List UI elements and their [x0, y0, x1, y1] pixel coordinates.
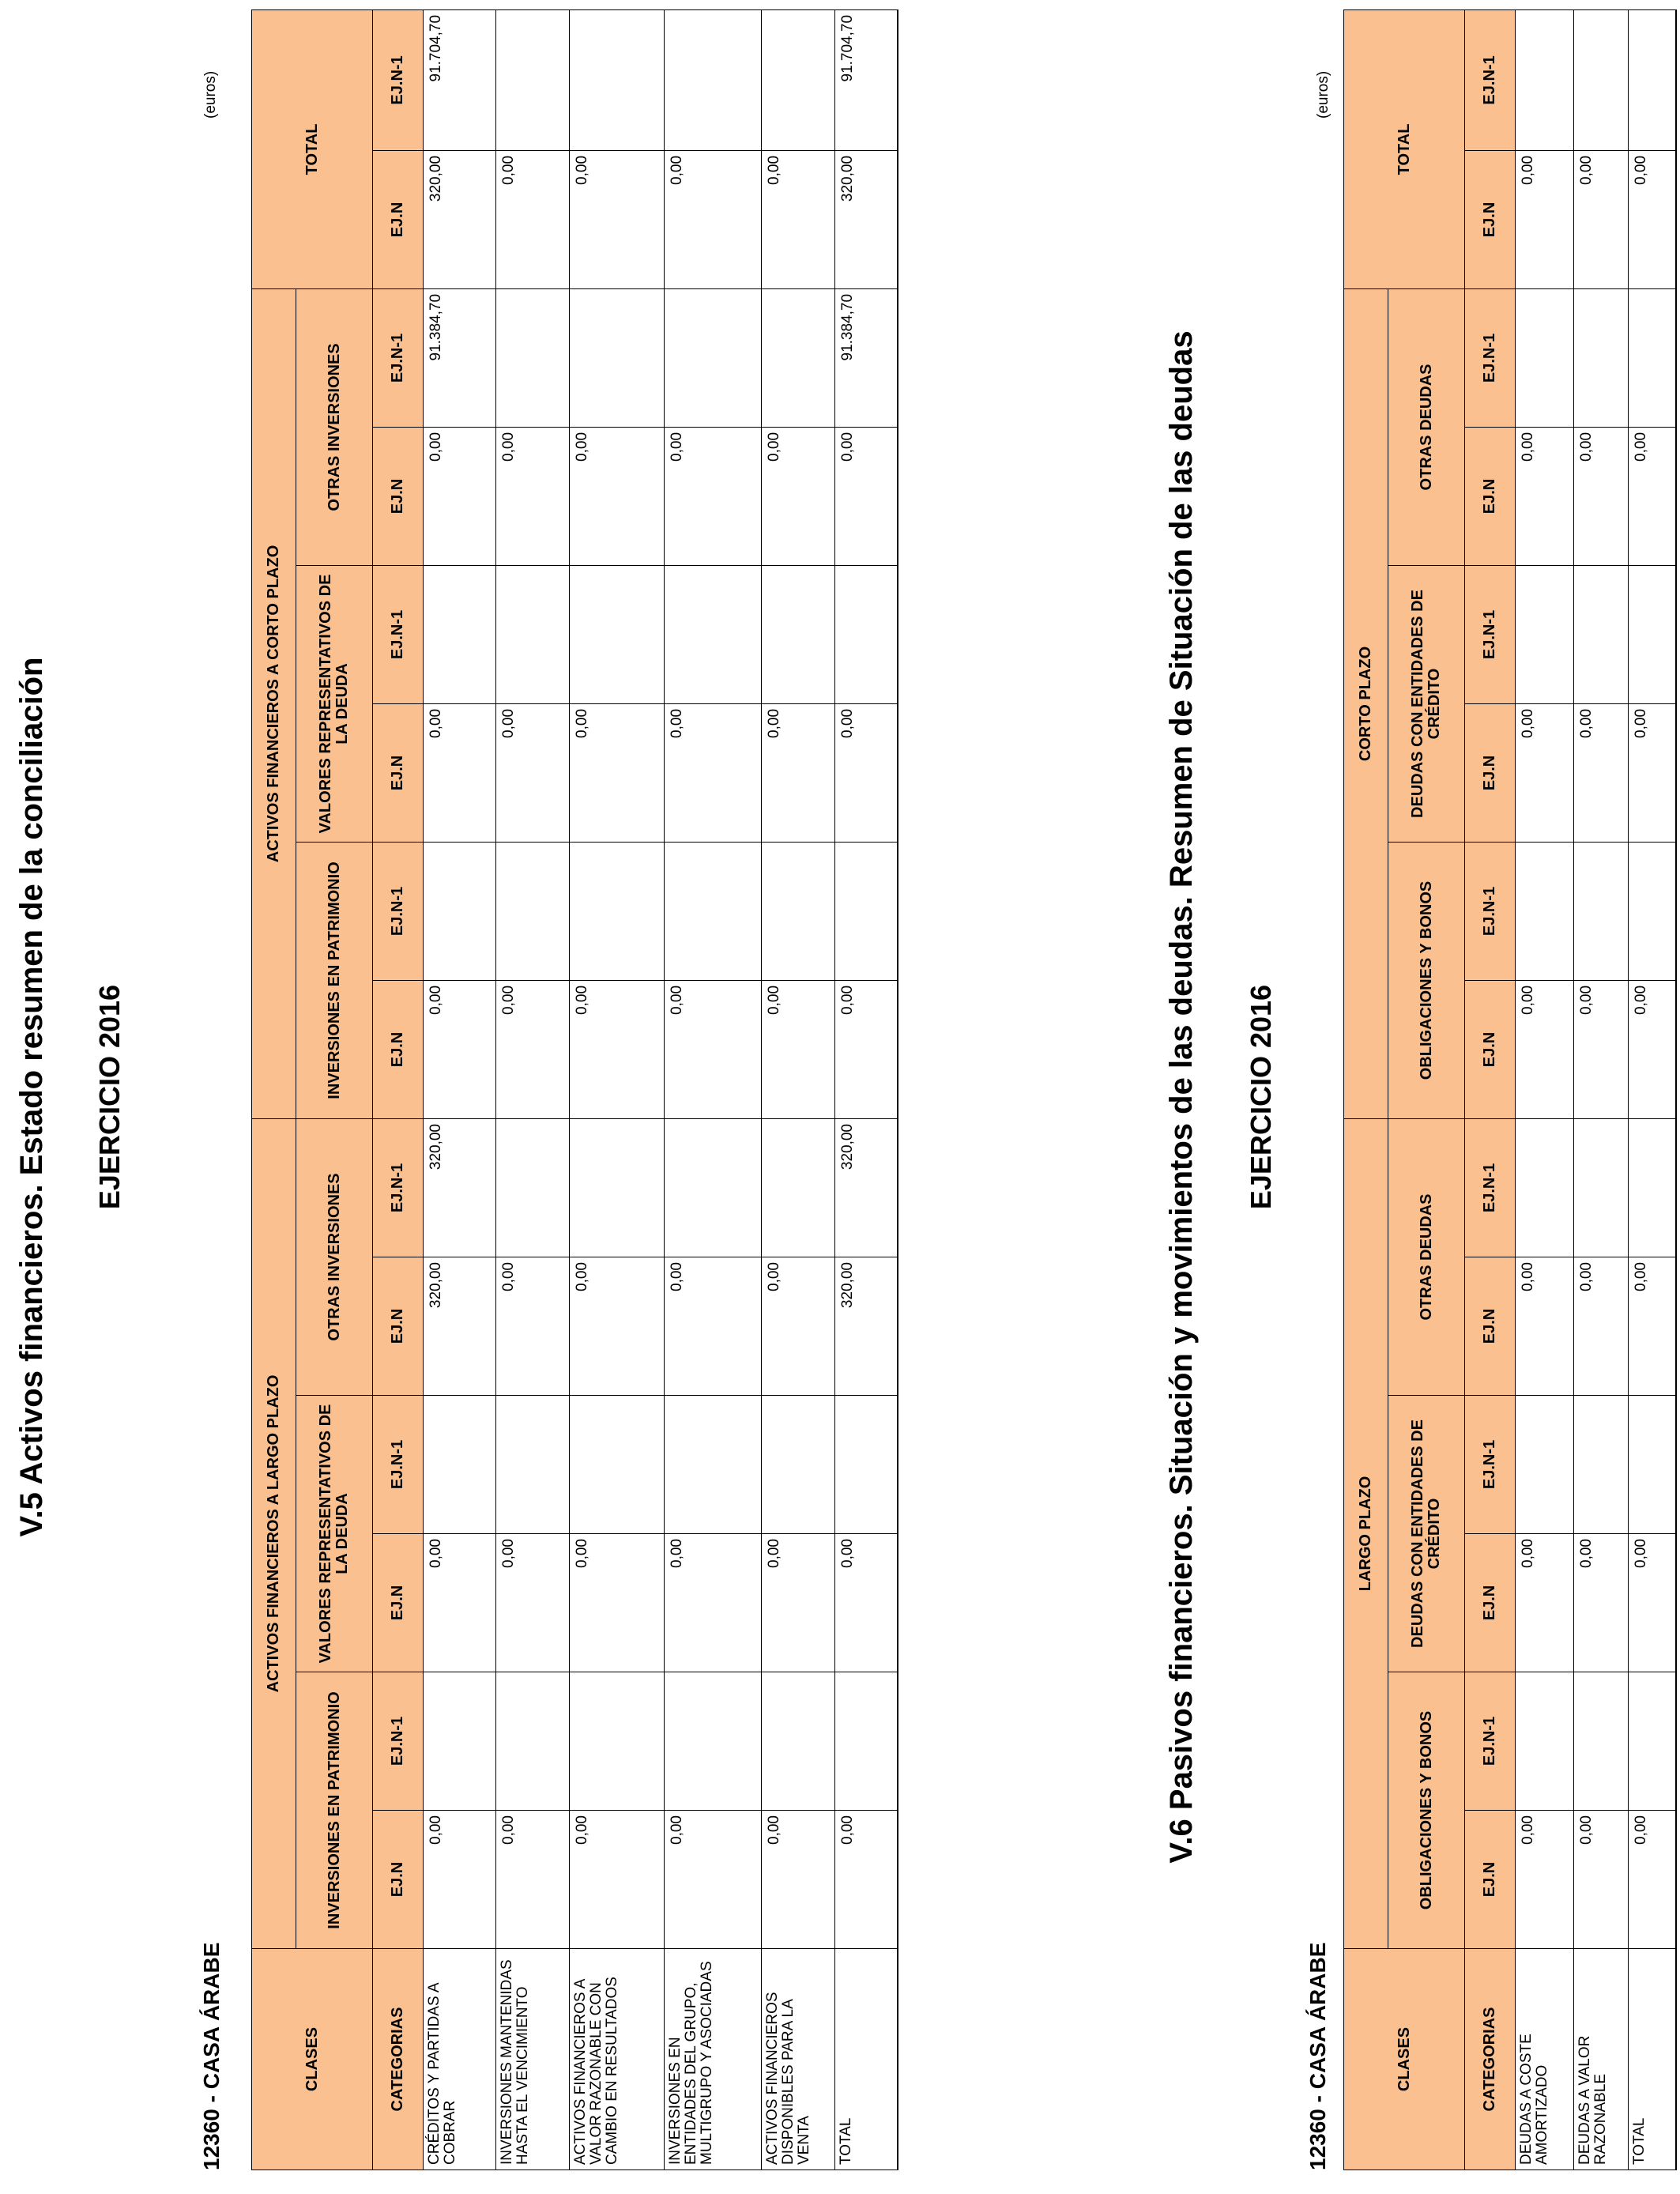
t1-header-g3: OTRAS INVERSIONES	[296, 288, 373, 565]
t1-title: V.5 Activos financieros. Estado resumen de la conciliación	[14, 657, 49, 1537]
value-cell: 0,00	[1574, 1534, 1629, 1672]
t2-entity: 12360 - CASA ÁRABE	[1305, 1942, 1330, 2170]
t2-header-ejn1: EJ.N-1	[1465, 9, 1516, 150]
value-cell: 0,00	[496, 703, 570, 842]
t1-header-ejn1: EJ.N-1	[373, 565, 424, 703]
value-cell: 0,00	[1574, 703, 1629, 842]
t2-header-ejn: EJ.N	[1465, 980, 1516, 1118]
value-cell: 0,00	[835, 1811, 898, 1949]
value-cell: 0,00	[1574, 1257, 1629, 1396]
value-cell: 0,00	[665, 427, 762, 565]
t1-table	[251, 9, 898, 2170]
value-cell: 0,00	[665, 150, 762, 288]
value-cell	[1629, 565, 1676, 703]
value-cell	[762, 1672, 835, 1811]
value-cell: 0,00	[1629, 1257, 1676, 1396]
value-cell: 320,00	[424, 150, 496, 288]
value-cell: 320,00	[835, 1118, 898, 1257]
value-cell: 0,00	[570, 1257, 665, 1396]
table-row	[762, 9, 835, 2169]
value-cell	[762, 1396, 835, 1534]
value-cell: 0,00	[424, 427, 496, 565]
table-row	[1516, 9, 1574, 2169]
value-cell	[496, 565, 570, 703]
t2-header-g3: OTRAS DEUDAS	[1388, 1118, 1465, 1395]
value-cell	[665, 842, 762, 980]
row-category: ACTIVOS FINANCIEROS A VALOR RAZONABLE CON CAMBIO EN RESULTADOS	[570, 1949, 665, 2170]
table-row	[665, 9, 762, 2169]
value-cell: 0,00	[835, 427, 898, 565]
value-cell	[665, 1396, 762, 1534]
value-cell	[835, 842, 898, 980]
value-cell	[496, 1672, 570, 1811]
value-cell: 0,00	[1629, 1534, 1676, 1672]
value-cell	[1574, 1672, 1629, 1811]
value-cell: 0,00	[1516, 150, 1574, 288]
value-cell: 0,00	[496, 1534, 570, 1672]
t2-header-total: TOTAL	[1344, 9, 1465, 288]
value-cell: 0,00	[424, 703, 496, 842]
value-cell	[1516, 1118, 1574, 1257]
value-cell: 0,00	[496, 150, 570, 288]
value-cell: 0,00	[665, 1534, 762, 1672]
t1-header-ejn1: EJ.N-1	[373, 1672, 424, 1811]
value-cell: 0,00	[1629, 427, 1676, 565]
t1-header-g2: VALORES REPRESENTATIVOS DE LA DEUDA	[296, 1396, 373, 1672]
value-cell	[1574, 842, 1629, 980]
value-cell: 0,00	[1629, 150, 1676, 288]
t1-header-total: TOTAL	[252, 9, 373, 288]
row-category: INVERSIONES MANTENIDAS HASTA EL VENCIMIENTO	[496, 1949, 570, 2170]
t2-header-ejn: EJ.N	[1465, 1257, 1516, 1396]
value-cell: 0,00	[1516, 427, 1574, 565]
t1-header-ejn1: EJ.N-1	[373, 288, 424, 427]
value-cell	[1516, 842, 1574, 980]
value-cell: 0,00	[570, 703, 665, 842]
value-cell	[1574, 1118, 1629, 1257]
t1-header-ejn: EJ.N	[373, 703, 424, 842]
value-cell: 320,00	[835, 1257, 898, 1396]
value-cell	[1629, 1672, 1676, 1811]
value-cell	[1574, 288, 1629, 427]
value-cell	[1516, 1396, 1574, 1534]
value-cell	[570, 1396, 665, 1534]
t2-header-ejn1: EJ.N-1	[1465, 1396, 1516, 1534]
t1-header-ejn1: EJ.N-1	[373, 1396, 424, 1534]
t2-ejercicio: EJERCICIO 2016	[1245, 984, 1277, 1210]
value-cell	[835, 1396, 898, 1534]
t1-header-corto: ACTIVOS FINANCIEROS A CORTO PLAZO	[252, 288, 296, 1118]
value-cell	[762, 565, 835, 703]
value-cell	[665, 565, 762, 703]
value-cell	[665, 288, 762, 427]
value-cell	[570, 1118, 665, 1257]
value-cell: 0,00	[665, 703, 762, 842]
table-row	[496, 9, 570, 2169]
value-cell: 91.704,70	[424, 9, 496, 150]
t2-header-ejn: EJ.N	[1465, 150, 1516, 288]
value-cell: 0,00	[762, 1534, 835, 1672]
t2-header-ejn: EJ.N	[1465, 427, 1516, 565]
value-cell: 0,00	[762, 703, 835, 842]
value-cell	[1516, 288, 1574, 427]
value-cell: 0,00	[1516, 980, 1574, 1118]
value-cell: 0,00	[762, 150, 835, 288]
value-cell: 320,00	[424, 1257, 496, 1396]
value-cell	[496, 1396, 570, 1534]
t2-header-g3: OTRAS DEUDAS	[1388, 288, 1465, 565]
value-cell: 0,00	[570, 150, 665, 288]
value-cell	[835, 1672, 898, 1811]
t2-header-g1: OBLIGACIONES Y BONOS	[1388, 1672, 1465, 1949]
value-cell	[1629, 9, 1676, 150]
t1-header-largo: ACTIVOS FINANCIEROS A LARGO PLAZO	[252, 1118, 296, 1948]
value-cell: 0,00	[1629, 1811, 1676, 1949]
value-cell	[570, 288, 665, 427]
value-cell: 0,00	[496, 1811, 570, 1949]
value-cell: 0,00	[1574, 427, 1629, 565]
row-category: TOTAL	[1629, 1949, 1676, 2170]
t1-header-ejn: EJ.N	[373, 980, 424, 1118]
value-cell	[1516, 9, 1574, 150]
t2-header-ejn: EJ.N	[1465, 703, 1516, 842]
t1-units: (euros)	[202, 70, 219, 119]
value-cell: 0,00	[1516, 1534, 1574, 1672]
value-cell	[1629, 1396, 1676, 1534]
row-category: CRÉDITOS Y PARTIDAS A COBRAR	[424, 1949, 496, 2170]
value-cell	[1574, 565, 1629, 703]
t2-header-ejn: EJ.N	[1465, 1811, 1516, 1949]
value-cell: 0,00	[1574, 1811, 1629, 1949]
t2-header-g2: DEUDAS CON ENTIDADES DE CRÉDITO	[1388, 1396, 1465, 1672]
t2-header-largo: LARGO PLAZO	[1344, 1118, 1388, 1948]
value-cell: 320,00	[835, 150, 898, 288]
t1-header-g3: OTRAS INVERSIONES	[296, 1118, 373, 1395]
t1-header-ejn: EJ.N	[373, 1257, 424, 1396]
t1-header-ejn1: EJ.N-1	[373, 1118, 424, 1257]
t1-header-categorias: CATEGORIAS	[373, 1949, 424, 2170]
value-cell: 0,00	[1574, 150, 1629, 288]
value-cell: 0,00	[570, 1811, 665, 1949]
value-cell: 0,00	[1574, 980, 1629, 1118]
t2-header-ejn1: EJ.N-1	[1465, 842, 1516, 980]
value-cell: 0,00	[1629, 703, 1676, 842]
value-cell	[496, 9, 570, 150]
value-cell: 0,00	[1629, 980, 1676, 1118]
value-cell: 91.384,70	[424, 288, 496, 427]
value-cell	[1516, 1672, 1574, 1811]
table-row	[1574, 9, 1629, 2169]
value-cell: 0,00	[570, 980, 665, 1118]
value-cell: 0,00	[665, 1257, 762, 1396]
t2-header-ejn1: EJ.N-1	[1465, 1672, 1516, 1811]
value-cell: 320,00	[424, 1118, 496, 1257]
t1-header-ejn: EJ.N	[373, 150, 424, 288]
t1-header-ejn1: EJ.N-1	[373, 9, 424, 150]
t1-header-clases: CLASES	[252, 1949, 373, 2170]
table-row	[1629, 9, 1676, 2169]
t1-entity: 12360 - CASA ÁRABE	[199, 1942, 224, 2170]
table-row	[424, 9, 496, 2169]
t1-header-g1: INVERSIONES EN PATRIMONIO	[296, 842, 373, 1118]
t2-header-ejn1: EJ.N-1	[1465, 565, 1516, 703]
value-cell	[496, 288, 570, 427]
t2-header-ejn: EJ.N	[1465, 1534, 1516, 1672]
t2-title: V.6 Pasivos financieros. Situación y movimientos de las deudas. Resumen de Situación de las deudas	[1164, 330, 1199, 1864]
t2-header-corto: CORTO PLAZO	[1344, 288, 1388, 1118]
value-cell: 0,00	[1516, 703, 1574, 842]
value-cell: 0,00	[665, 980, 762, 1118]
value-cell: 0,00	[835, 980, 898, 1118]
t1-header-g1: INVERSIONES EN PATRIMONIO	[296, 1672, 373, 1949]
value-cell: 0,00	[1516, 1257, 1574, 1396]
value-cell	[762, 1118, 835, 1257]
value-cell	[424, 565, 496, 703]
value-cell: 0,00	[570, 427, 665, 565]
t2-header-ejn1: EJ.N-1	[1465, 1118, 1516, 1257]
t2-header-g2: DEUDAS CON ENTIDADES DE CRÉDITO	[1388, 565, 1465, 842]
value-cell	[570, 9, 665, 150]
t2-table	[1343, 9, 1677, 2170]
row-category: ACTIVOS FINANCIEROS DISPONIBLES PARA LA VENTA	[762, 1949, 835, 2170]
value-cell	[1629, 1118, 1676, 1257]
t1-ejercicio: EJERCICIO 2016	[93, 984, 126, 1210]
value-cell	[762, 842, 835, 980]
t2-units: (euros)	[1315, 70, 1332, 119]
value-cell: 0,00	[570, 1534, 665, 1672]
t2-header-ejn1: EJ.N-1	[1465, 288, 1516, 427]
value-cell	[570, 565, 665, 703]
value-cell	[1629, 842, 1676, 980]
value-cell: 91.384,70	[835, 288, 898, 427]
value-cell: 91.704,70	[835, 9, 898, 150]
table-row	[570, 9, 665, 2169]
value-cell: 0,00	[762, 1257, 835, 1396]
value-cell	[570, 1672, 665, 1811]
t2-header-g1: OBLIGACIONES Y BONOS	[1388, 842, 1465, 1118]
value-cell	[424, 842, 496, 980]
t1-header-g2: VALORES REPRESENTATIVOS DE LA DEUDA	[296, 565, 373, 842]
value-cell	[424, 1672, 496, 1811]
value-cell	[496, 1118, 570, 1257]
row-category: TOTAL	[835, 1949, 898, 2170]
value-cell: 0,00	[665, 1811, 762, 1949]
value-cell	[1629, 288, 1676, 427]
t2-header-categorias: CATEGORIAS	[1465, 1949, 1516, 2170]
table-row	[835, 9, 898, 2169]
t1-header-ejn: EJ.N	[373, 1811, 424, 1949]
value-cell: 0,00	[496, 1257, 570, 1396]
t2-header-clases: CLASES	[1344, 1949, 1465, 2170]
value-cell	[762, 288, 835, 427]
value-cell: 0,00	[1516, 1811, 1574, 1949]
row-category: INVERSIONES EN ENTIDADES DEL GRUPO, MULTIGRUPO Y ASOCIADAS	[665, 1949, 762, 2170]
value-cell	[496, 842, 570, 980]
value-cell: 0,00	[496, 427, 570, 565]
value-cell: 0,00	[835, 1534, 898, 1672]
value-cell	[1574, 9, 1629, 150]
value-cell: 0,00	[424, 1534, 496, 1672]
value-cell	[665, 9, 762, 150]
value-cell	[1574, 1396, 1629, 1534]
value-cell: 0,00	[762, 980, 835, 1118]
value-cell	[762, 9, 835, 150]
value-cell: 0,00	[835, 703, 898, 842]
t1-header-ejn: EJ.N	[373, 1534, 424, 1672]
value-cell	[665, 1672, 762, 1811]
t1-header-ejn1: EJ.N-1	[373, 842, 424, 980]
value-cell	[835, 565, 898, 703]
row-category: DEUDAS A COSTE AMORTIZADO	[1516, 1949, 1574, 2170]
value-cell: 0,00	[762, 427, 835, 565]
row-category: DEUDAS A VALOR RAZONABLE	[1574, 1949, 1629, 2170]
t1-header-ejn: EJ.N	[373, 427, 424, 565]
value-cell: 0,00	[496, 980, 570, 1118]
value-cell	[665, 1118, 762, 1257]
value-cell: 0,00	[762, 1811, 835, 1949]
value-cell	[1516, 565, 1574, 703]
value-cell: 0,00	[424, 1811, 496, 1949]
value-cell	[424, 1396, 496, 1534]
value-cell	[570, 842, 665, 980]
value-cell: 0,00	[424, 980, 496, 1118]
